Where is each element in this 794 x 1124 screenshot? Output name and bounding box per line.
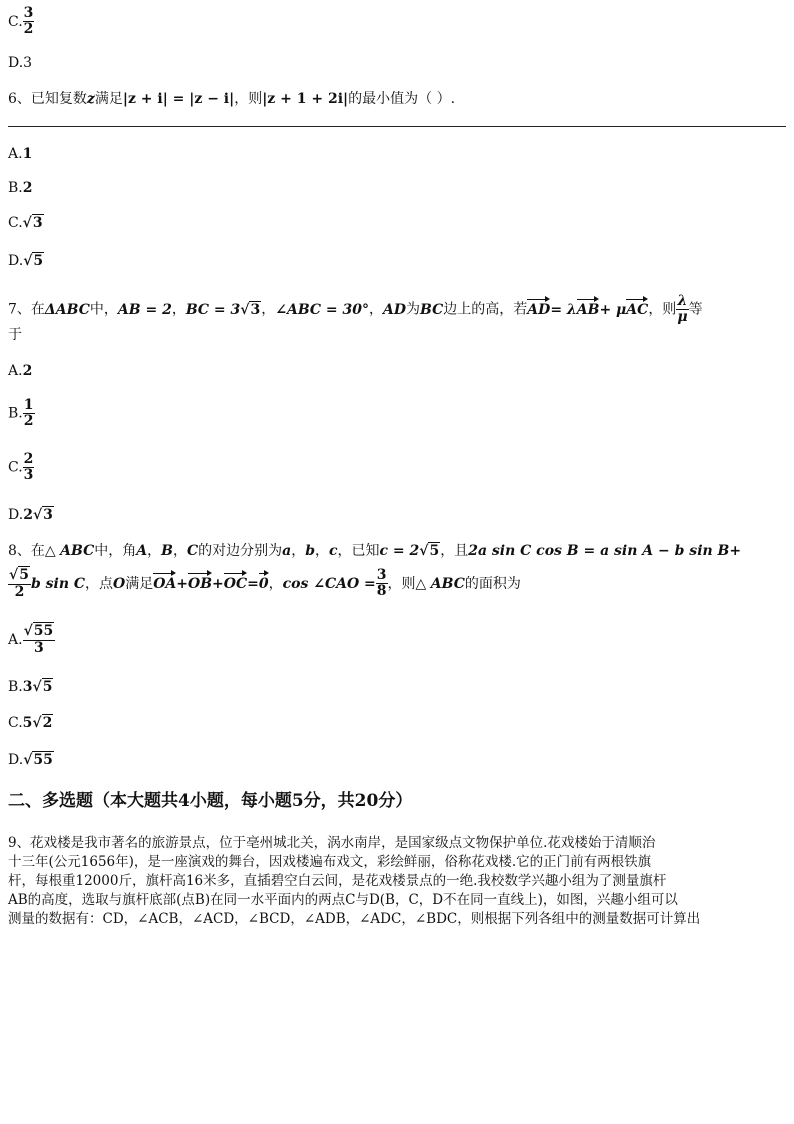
q6-option-d [8, 252, 44, 270]
math-expr: + [212, 575, 224, 592]
math-expr: ABC [430, 575, 465, 592]
option-label: D. [8, 752, 24, 768]
radicand: 55 [33, 623, 54, 639]
math-expr: b sin C [30, 575, 86, 592]
q7-text: 等 [688, 301, 703, 318]
option-label: C. [8, 459, 23, 476]
option-value: 2 [22, 363, 33, 379]
math-var: O [113, 575, 126, 592]
sqrt: √5 [32, 679, 53, 695]
divider-line [8, 126, 786, 127]
q8-text: 中，角 [94, 543, 137, 559]
denominator: 2 [23, 413, 34, 429]
sqrt: √55 [23, 623, 54, 639]
q8-stem [8, 542, 741, 560]
q7-text: ， [369, 301, 384, 318]
q8-text: 满足 [125, 575, 154, 592]
q8-option-d [8, 751, 54, 769]
denominator: 8 [376, 583, 387, 600]
sqrt: √5 [419, 543, 440, 559]
numerator: 3 [23, 5, 34, 21]
q8-text: 的面积为 [464, 575, 521, 592]
sqrt: √5 [9, 567, 29, 583]
q8-text: ， [172, 543, 187, 559]
fraction [23, 624, 56, 656]
q8-text: ，已知 [337, 543, 380, 559]
sqrt: √2 [32, 715, 53, 731]
q8-text: ，点 [85, 575, 114, 592]
fraction [23, 452, 35, 483]
sqrt: √3 [240, 301, 261, 318]
sqrt: √3 [32, 507, 53, 523]
math-expr: + μ [599, 301, 627, 318]
numerator: 3 [376, 567, 387, 584]
q7-text: 边上的高，若 [443, 301, 528, 318]
q8-text: ， [291, 543, 306, 559]
radicand: 2 [42, 715, 53, 731]
math-var: B [161, 543, 173, 559]
q7-text: ， [171, 301, 186, 318]
math-var: A [136, 543, 148, 559]
option-value: 2 [22, 180, 33, 196]
math-expr: |z + 1 + 2i| [262, 91, 349, 107]
option-value: 5 [22, 715, 33, 731]
q9-line-5: 测量的数据有：CD，∠ACB，∠ACD，∠BCD，∠ADB，∠ADC，∠BDC，则根据下列各组中的测量数据可计算出 [8, 911, 701, 927]
math-expr: BC = 3 [185, 301, 241, 318]
math-expr: |z + i| = |z − i| [122, 91, 235, 107]
math-expr: BC [420, 301, 444, 318]
q6-stem [8, 90, 455, 108]
option-label: D. [8, 253, 24, 269]
q8-text: ， [268, 575, 283, 592]
q7-stem-cont: 于 [8, 327, 22, 343]
vector: AB [576, 301, 600, 318]
denominator: 2 [8, 584, 31, 600]
q7-option-a [8, 362, 32, 380]
q5-option-c [8, 6, 34, 37]
math-expr: 2a sin C cos B = a sin A − b sin B+ [468, 543, 742, 559]
denominator: μ [677, 309, 688, 325]
math-expr: AB = 2 [117, 301, 172, 318]
q7-option-d [8, 506, 54, 524]
numerator: λ [677, 293, 688, 309]
q8-text: ， [147, 543, 162, 559]
option-label: B. [8, 405, 23, 422]
q7-text: 7、在 [8, 301, 45, 318]
option-value: 3 [22, 679, 33, 695]
q8-text: ， [314, 543, 329, 559]
numerator [23, 624, 56, 640]
q8-text: 的对边分别为 [198, 543, 283, 559]
numerator: 1 [23, 397, 34, 413]
math-expr: + [176, 575, 189, 592]
denominator: 3 [23, 467, 34, 483]
vector: 0 [258, 575, 269, 592]
option-value: 2 [23, 507, 33, 523]
math-expr: c = 2 [379, 543, 420, 559]
denominator: 2 [23, 21, 34, 37]
math-expr: ABC [60, 543, 95, 559]
q9-line-3: 杆，每根重12000斤，旗杆高16米多，直插碧空白云间，是花戏楼景点的一绝.我校数学兴趣小组为了测量旗杆 [8, 873, 667, 889]
q8-text: ，且 [440, 543, 469, 559]
q6-option-a [8, 145, 32, 163]
q7-stem [8, 294, 703, 325]
radicand: 3 [250, 301, 261, 318]
q9-line-4: AB的高度，选取与旗杆底部(点B)在同一水平面内的两点C与D(B，C，D不在同一直线上)，如图，兴趣小组可以 [8, 892, 678, 908]
math-var: c [328, 543, 338, 559]
radicand: 3 [32, 215, 43, 231]
vector: AD [527, 301, 551, 318]
option-label: C. [8, 13, 23, 30]
option-label: B. [8, 679, 23, 695]
radicand: 5 [429, 543, 440, 559]
option-label: B. [8, 180, 23, 196]
q9-line-1: 9、花戏楼是我市著名的旅游景点，位于亳州城北关，涡水南岸，是国家级点文物保护单位.花戏楼始于清顺治 [8, 835, 656, 851]
q7-option-c [8, 452, 34, 483]
radicand: 55 [33, 752, 53, 768]
sqrt: √5 [23, 253, 44, 269]
q6-text: ，则 [234, 91, 263, 107]
q8-option-b [8, 678, 53, 696]
numerator: 2 [23, 451, 34, 467]
q7-option-b [8, 398, 35, 429]
q7-text: 中， [89, 301, 118, 318]
sqrt: √3 [22, 215, 43, 231]
option-label: C. [8, 215, 23, 231]
radicand: 5 [33, 253, 44, 269]
vector: OC [223, 575, 248, 592]
fraction [676, 294, 688, 325]
q7-text: 为 [406, 301, 421, 318]
q8-option-c [8, 714, 53, 732]
q8-text: ，则△ [387, 575, 431, 592]
q8-text: 8、在△ [8, 543, 61, 559]
math-expr: cos ∠CAO = [282, 575, 376, 592]
fraction [376, 568, 388, 599]
q7-text: ，则 [648, 301, 677, 318]
option-label: D. [8, 507, 24, 523]
vector: AC [626, 301, 649, 318]
radicand: 3 [43, 507, 53, 523]
fraction [23, 398, 35, 429]
fraction [23, 6, 35, 37]
fraction [8, 568, 31, 600]
denominator: 3 [23, 640, 56, 656]
math-var: b [305, 543, 315, 559]
option-label: A. [8, 631, 23, 648]
option-label: A. [8, 363, 23, 379]
option-value: 1 [22, 146, 33, 162]
vector: OA [153, 575, 177, 592]
q7-text: ， [261, 301, 276, 318]
section-heading: 二、多选题（本大题共4小题，每小题5分，共20分） [8, 791, 413, 811]
q6-text: 的最小值为（ ）. [348, 91, 456, 107]
radicand: 5 [19, 567, 29, 583]
math-var: z [86, 91, 95, 107]
q8-stem-cont [8, 568, 521, 600]
q6-option-c [8, 214, 44, 232]
math-var: C [186, 543, 199, 559]
math-expr: ∠ABC = 30° [275, 301, 370, 318]
radicand: 5 [42, 679, 53, 695]
option-label: A. [8, 146, 23, 162]
q6-option-b [8, 179, 33, 197]
sqrt: √55 [23, 752, 53, 768]
q8-option-a [8, 624, 55, 656]
q6-text: 6、已知复数 [8, 91, 87, 107]
math-expr: = [247, 575, 259, 592]
q5-option-d: D.3 [8, 55, 33, 71]
math-var: a [282, 543, 292, 559]
math-expr: AD [383, 301, 407, 318]
q6-text: 满足 [94, 91, 123, 107]
math-expr: = λ [550, 301, 577, 318]
vector: OB [188, 575, 213, 592]
math-expr: ΔABC [44, 301, 90, 318]
numerator [8, 568, 31, 584]
q9-line-2: 十三年(公元1656年)，是一座演戏的舞台，因戏楼遍布戏文，彩绘鲜丽，俗称花戏楼.它的正门前有两根铁旗 [8, 854, 652, 870]
option-label: C. [8, 715, 23, 731]
